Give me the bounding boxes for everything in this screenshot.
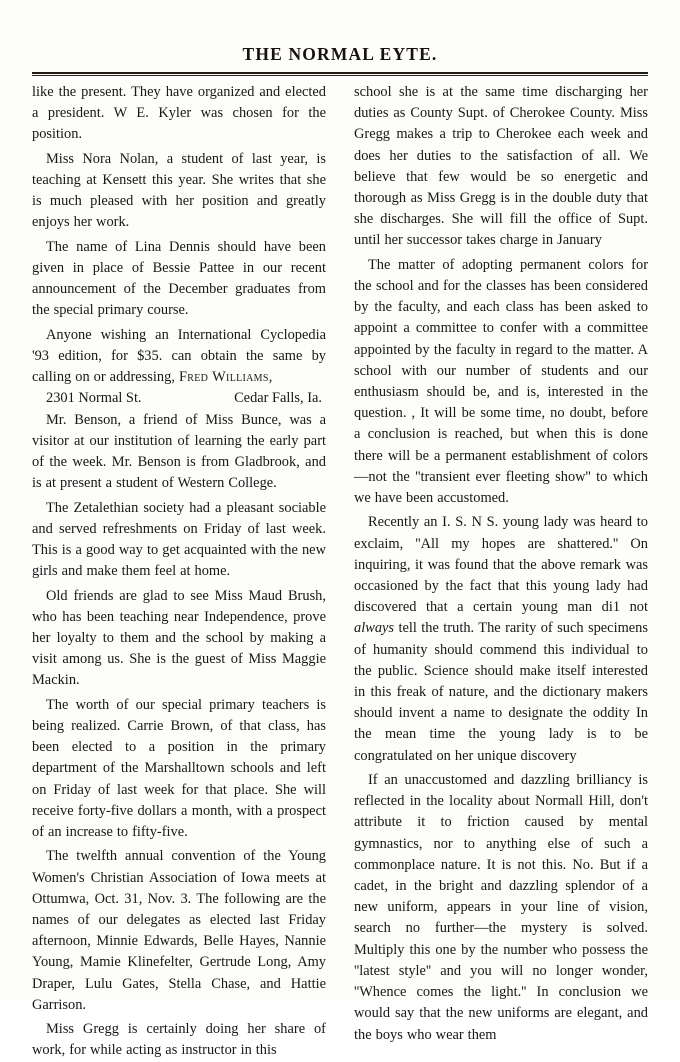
paragraph-lina-dennis: The name of Lina Dennis should have been given in place of Bessie Pattee in our recent announcement of the December graduates from the special primary course. xyxy=(32,238,326,319)
paragraph-cyclopedia xyxy=(32,325,326,389)
paragraph-maud-brush: Old friends are glad to see Miss Maud Brush, who has been teaching near Independence, prove her loyalty to them and the school by making a visit among us. She is the guest of Miss Maggie Mackin. xyxy=(32,587,326,689)
page-masthead xyxy=(0,44,680,65)
paragraph-nora-nolan: Miss Nora Nolan, a student of last year, is teaching at Kensett this year. She writes that she is much pleased with her position and greatly enjoys her work. xyxy=(32,150,326,231)
emphasized-word: always xyxy=(354,620,395,637)
paragraph-benson: Mr. Benson, a friend of Miss Bunce, was a visitor at our institution of learning the early part of the week. Mr. Benson is from Gladbrook, and is at present a student of Western College. xyxy=(32,411,326,492)
anecdote-text-part1: Recently an I. S. N S. young lady was heard to exclaim, ''All my hopes are shattered.'' On inquiring, it was found that the above remark was occasioned by the fact that this young lady had discovered that a certain young man di1 not xyxy=(354,514,648,616)
paragraph-kyler: like the present. They have organized and elected a president. W E. Kyler was chosen for the position. xyxy=(32,84,326,143)
paragraph-ywca-convention: The twelfth annual convention of the Young Women's Christian Association of Iowa meets at Ottumwa, Oct. 31, Nov. 3. The following are the names of our delegates as elected last Friday afternoon, Minnie Edwards, Belle Hayes, Nannie Young, Mamie Klinefelter, Gertrude Long, Amy Draper, Lulu Gates, Stella Chase, and Hattie Garrison. xyxy=(32,848,326,1013)
two-column-body xyxy=(32,82,648,1059)
advertiser-name: Fred Williams, xyxy=(178,369,273,386)
paragraph-zetalethian: The Zetalethian society had a pleasant sociable and served refreshments on Friday of last week. This is a good way to get acquainted with the new girls and make them feel at home. xyxy=(32,499,326,580)
right-column xyxy=(354,82,648,1043)
address-street: 2301 Normal St. xyxy=(46,390,142,407)
paragraph-miss-gregg-start: Miss Gregg is certainly doing her share of work, for while acting as instructor in this xyxy=(32,1021,326,1059)
paragraph-young-lady-anecdote xyxy=(354,512,648,766)
paragraph-miss-gregg-continued: school she is at the same time discharging her duties as County Supt. of Cherokee County. Miss Gregg makes a trip to Cherokee each week and does her duties to the satisfaction of all. We believe that few would be so energetic and thorough as Miss Gregg is in the double duty that she discharges. She will fill the office of Supt. until her successor takes charge in January xyxy=(354,84,648,249)
masthead-divider-rule xyxy=(32,72,648,76)
left-column xyxy=(32,82,326,1059)
address-line xyxy=(32,388,326,409)
paragraph-permanent-colors: The matter of adopting permanent colors for the school and for the classes has been considered by the faculty, and each class has been asked to appoint a committee to confer with a committee appointed by the faculty in regard to the matter. A school with our number of students and our enthusiasm should be, and is, interested in the question. , It will be some time, no doubt, before a conclusion is reached, but when this is done there will be a permanent establishment of colors—not the ''transient ever fleeting show'' to which we have been accustomed. xyxy=(354,256,648,507)
address-city: Cedar Falls, Ia. xyxy=(234,390,322,407)
paragraph-carrie-brown: The worth of our special primary teachers is being realized. Carrie Brown, of that class, has been elected to a position in the primary department of the Marshalltown schools and left on Friday of last week for that place. She will receive forty-five dollars a month, with a prospect of an increase to fifty-five. xyxy=(32,696,326,841)
cyclopedia-text: Anyone wishing an International Cyclopedia '93 edition, for $35. can obtain the same by calling on or addressing, xyxy=(32,326,326,386)
anecdote-text-part2: tell the truth. The rarity of such specimens of humanity should commend this individual to the public. Science should make itself interested in this freak of nature, and the dictionary makers should invent a name to designate the oddity In the mean time the young lady is to be congratulated on her unique discovery xyxy=(354,620,648,764)
publication-title: THE NORMAL EYTE. xyxy=(242,44,438,64)
paragraph-brilliancy-uniforms: If an unaccustomed and dazzling brilliancy is reflected in the locality about Normall Hill, don't attribute it to friction caused by mental gymnastics, nor to anything else of such a commonplace nature. It is not this. No. But if a cadet, in the bright and dazzling splendor of a new uniform, appears in your line of vision, search no further—the mystery is solved. Multiply this one by the number who possess the ''latest style'' and you will no longer wonder, ''Whence comes the light.'' In conclusion we would say that the new uniforms are elegant, and the boys who wear them xyxy=(354,772,648,1043)
